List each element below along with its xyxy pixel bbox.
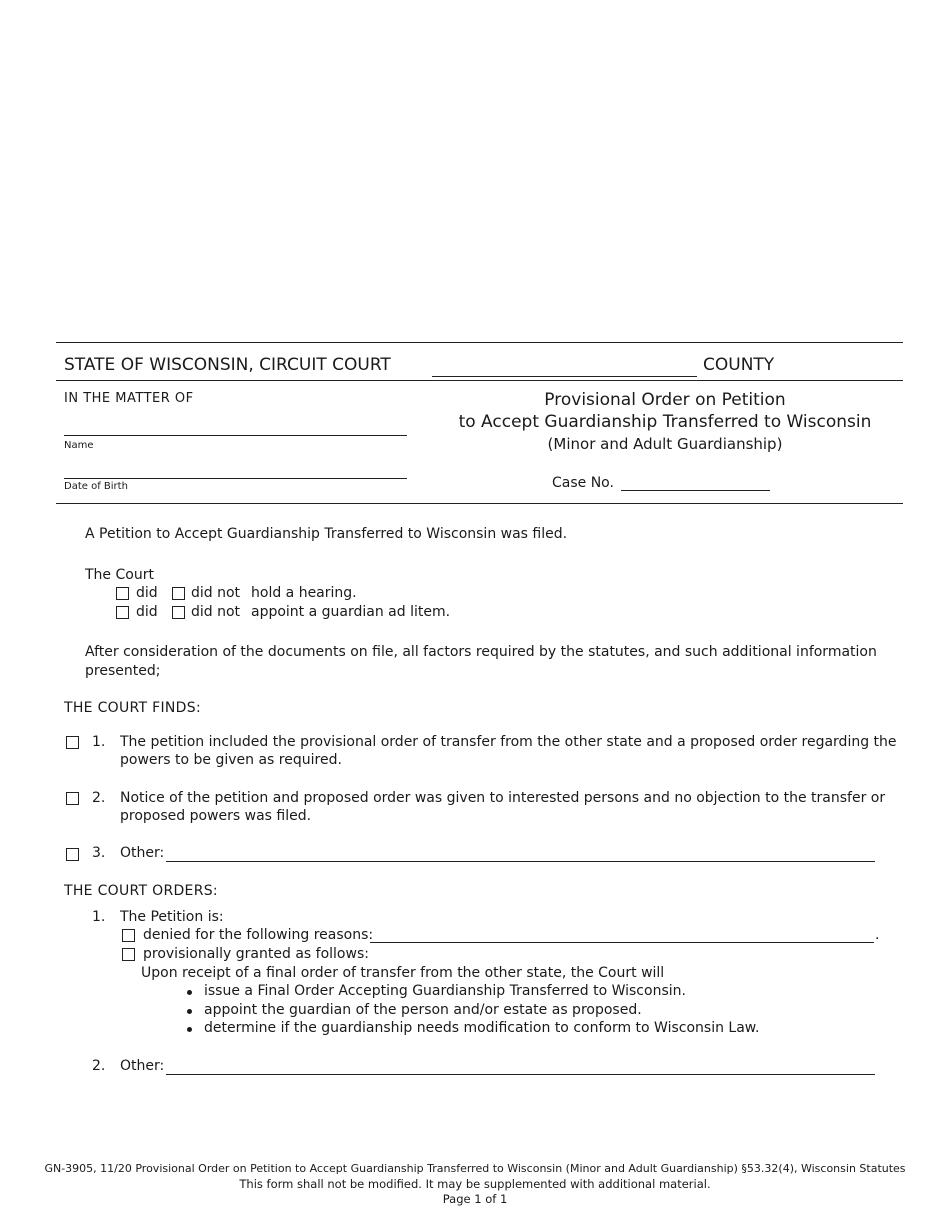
finding-1-number: 1. [92, 734, 106, 750]
case-no-label: Case No. [552, 475, 614, 491]
form-title-line1: Provisional Order on Petition [544, 390, 786, 410]
case-no-input-line[interactable] [621, 490, 770, 491]
finding-3-checkbox[interactable] [66, 848, 79, 861]
hearing-did-label: did [136, 585, 158, 601]
dob-label: Date of Birth [64, 481, 128, 492]
order-1-number: 1. [92, 909, 106, 925]
bullet-2-text: appoint the guardian of the person and/or estate as proposed. [204, 1002, 642, 1018]
appoint-gal-text: appoint a guardian ad litem. [251, 604, 451, 620]
gal-did-not-label: did not [191, 604, 241, 620]
finding-1-checkbox[interactable] [66, 736, 79, 749]
dob-input-line[interactable] [64, 478, 407, 479]
denied-checkbox[interactable] [122, 929, 135, 942]
footer-page-number: Page 1 of 1 [442, 1192, 508, 1206]
finding-2-checkbox[interactable] [66, 792, 79, 805]
orders-heading: THE COURT ORDERS: [64, 883, 218, 899]
footer-notice: This form shall not be modified. It may be supplemented with additional material. [239, 1177, 711, 1191]
hearing-did-not-checkbox[interactable] [172, 587, 185, 600]
order-2-other-input-line[interactable] [166, 1074, 875, 1075]
form-title-line2: to Accept Guardianship Transferred to Wisconsin [458, 412, 872, 432]
granted-label: provisionally granted as follows: [143, 946, 369, 962]
form-title-line3: (Minor and Adult Guardianship) [547, 435, 783, 453]
hearing-did-not-label: did not [191, 585, 241, 601]
header-mid-rule [56, 380, 903, 381]
hold-hearing-text: hold a hearing. [251, 585, 357, 601]
bullet-3-text: determine if the guardianship needs modification to conform to Wisconsin Law. [204, 1020, 760, 1036]
denied-reasons-input-line[interactable] [370, 942, 874, 943]
bullet-1-dot [187, 990, 192, 995]
name-label: Name [64, 440, 94, 451]
matter-label: IN THE MATTER OF [64, 391, 194, 406]
finding-1-text-2: powers to be given as required. [120, 752, 342, 768]
finding-2-text-2: proposed powers was filed. [120, 808, 312, 824]
hearing-did-checkbox[interactable] [116, 587, 129, 600]
gal-did-checkbox[interactable] [116, 606, 129, 619]
upon-receipt-text: Upon receipt of a final order of transfer from the other state, the Court will [141, 965, 665, 981]
intro-text: A Petition to Accept Guardianship Transferred to Wisconsin was filed. [85, 526, 568, 542]
consideration-text-2: presented; [85, 663, 161, 679]
order-2-number: 2. [92, 1058, 106, 1074]
bullet-2-dot [187, 1009, 192, 1014]
order-1-label: The Petition is: [120, 909, 224, 925]
bullet-1-text: issue a Final Order Accepting Guardianship Transferred to Wisconsin. [204, 983, 686, 999]
gal-did-not-checkbox[interactable] [172, 606, 185, 619]
finding-2-text-1: Notice of the petition and proposed order was given to interested persons and no objection to the transfer or [120, 790, 886, 806]
finding-2-number: 2. [92, 790, 106, 806]
name-input-line[interactable] [64, 435, 407, 436]
the-court-label: The Court [85, 567, 154, 583]
bullet-3-dot [187, 1027, 192, 1032]
finding-3-other-input-line[interactable] [166, 861, 875, 862]
denied-period: . [875, 927, 880, 943]
finding-3-other-label: Other: [120, 845, 165, 861]
finding-1-text-1: The petition included the provisional order of transfer from the other state and a proposed order regarding the [120, 734, 897, 750]
county-label: COUNTY [703, 355, 775, 375]
findings-heading: THE COURT FINDS: [64, 700, 201, 716]
header-bottom-rule [56, 503, 903, 504]
gal-did-label: did [136, 604, 158, 620]
footer-form-info: GN-3905, 11/20 Provisional Order on Petition to Accept Guardianship Transferred to Wisconsin (Minor and Adult Guardianship) §53.32(4), Wisconsin Statutes [44, 1162, 906, 1175]
order-2-other-label: Other: [120, 1058, 165, 1074]
header-top-rule [56, 342, 903, 343]
consideration-text-1: After consideration of the documents on file, all factors required by the statutes, and such additional information [85, 644, 877, 660]
denied-label: denied for the following reasons: [143, 927, 374, 943]
finding-3-number: 3. [92, 845, 106, 861]
court-label: STATE OF WISCONSIN, CIRCUIT COURT [64, 355, 391, 375]
granted-checkbox[interactable] [122, 948, 135, 961]
county-input-line[interactable] [432, 376, 697, 377]
